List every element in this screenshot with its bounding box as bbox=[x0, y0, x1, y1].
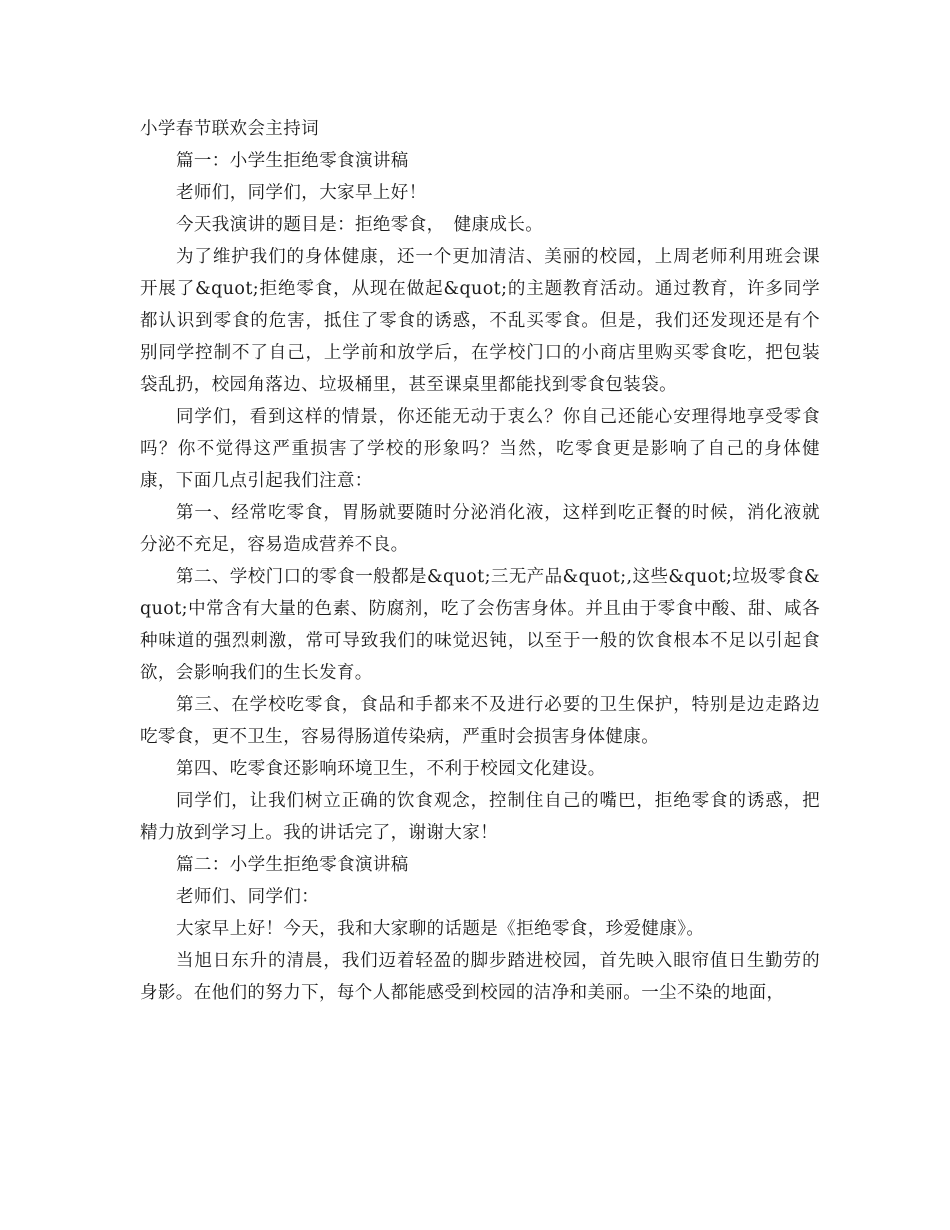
paragraph-10: 同学们，让我们树立正确的饮食观念，控制住自己的嘴巴，拒绝零食的诱惑，把精力放到学习上。我的讲话完了，谢谢大家！ bbox=[140, 791, 820, 843]
paragraph-2: 老师们，同学们，大家早上好！ bbox=[176, 183, 427, 203]
paragraph-14: 当旭日东升的清晨，我们迈着轻盈的脚步踏进校园，首先映入眼帘值日生勤劳的身影。在他们的努力下，每个人都能感受到校园的洁净和美丽。一尘不染的地面， bbox=[140, 951, 820, 1003]
paragraph-13: 大家早上好！今天，我和大家聊的话题是《拒绝零食，珍爱健康》。 bbox=[176, 919, 705, 939]
paragraph-7: 第二、学校门口的零食一般都是&quot;三无产品&quot;,这些&quot;垃圾零食&quot;中常含有大量的色素、防腐剂，吃了会伤害身体。并且由于零食中酸、甜、咸各种味道的强烈刺激，常可导致我们的味觉迟钝，以至于一般的饮食根本不足以引起食欲，会影响我们的生长发育。 bbox=[140, 567, 820, 683]
paragraph-4: 为了维护我们的身体健康，还一个更加清洁、美丽的校园，上周老师利用班会课开展了&quot;拒绝零食，从现在做起&quot;的主题教育活动。通过教育，许多同学都认识到零食的危害，抵住了零食的诱惑，不乱买零食。但是，我们还发现还是有个别同学控制不了自己，上学前和放学后，在学校门口的小商店里购买零食吃，把包装袋乱扔，校园角落边、垃圾桶里，甚至课桌里都能找到零食包装袋。 bbox=[140, 247, 820, 395]
document-title: 小学春节联欢会主持词 bbox=[140, 119, 319, 139]
paragraph-5: 同学们，看到这样的情景，你还能无动于衷么？你自己还能心安理得地享受零食吗？你不觉得这严重损害了学校的形象吗？当然，吃零食更是影响了自己的身体健康，下面几点引起我们注意： bbox=[140, 407, 820, 491]
document-page bbox=[140, 113, 820, 1009]
paragraph-8: 第三、在学校吃零食，食品和手都来不及进行必要的卫生保护，特别是边走路边吃零食，更不卫生，容易得肠道传染病，严重时会损害身体健康。 bbox=[140, 695, 820, 747]
paragraph-11: 篇二：小学生拒绝零食演讲稿 bbox=[176, 855, 409, 875]
paragraph-9: 第四、吃零食还影响环境卫生，不利于校园文化建设。 bbox=[176, 759, 606, 779]
paragraph-1: 篇一：小学生拒绝零食演讲稿 bbox=[176, 151, 409, 171]
paragraph-3: 今天我演讲的题目是：拒绝零食， 健康成长。 bbox=[176, 215, 544, 235]
paragraph-12: 老师们、同学们： bbox=[176, 887, 320, 907]
paragraph-6: 第一、经常吃零食，胃肠就要随时分泌消化液，这样到吃正餐的时候，消化液就分泌不充足，容易造成营养不良。 bbox=[140, 503, 820, 555]
